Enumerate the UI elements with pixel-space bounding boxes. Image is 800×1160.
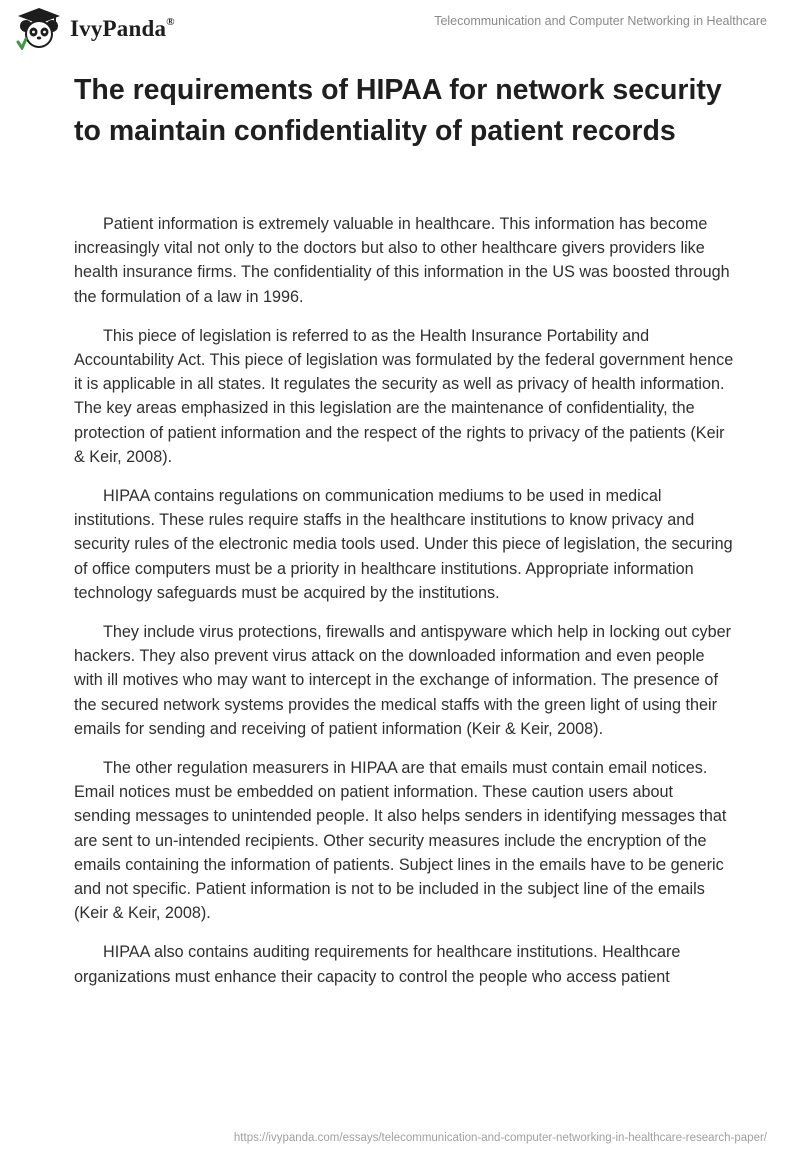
- panda-graduate-icon: [14, 6, 64, 50]
- running-title: Telecommunication and Computer Networking in Healthcare: [434, 14, 767, 28]
- registered-mark: ®: [166, 16, 175, 29]
- paragraph: This piece of legislation is referred to as the Health Insurance Portability and Accountability Act. This piece of legislation was formulated by the federal government hence it is applicable in all states. It regulates the security as well as privacy of health information. The key areas emphasized in this legislation are the maintenance of confidentiality, the protection of patient information and the respect of the rights to privacy of the patients (Keir & Keir, 2008).: [74, 326, 734, 466]
- article-body: [74, 212, 734, 1004]
- paragraph: The other regulation measurers in HIPAA are that emails must contain email notices. Email notices must be embedded on patient information. These caution users about sending messages to unintended people. It also helps senders in identifying messages that are sent to un-intended recipients. Other security measures include the encryption of the emails containing the information of patients. Subject lines in the emails have to be generic and not specific. Patient information is not to be included in the subject line of the emails (Keir & Keir, 2008).: [74, 759, 727, 923]
- page-header: [0, 0, 800, 60]
- article-title: The requirements of HIPAA for network security to maintain confidentiality of patient records: [74, 74, 722, 147]
- ivypanda-logo[interactable]: [14, 6, 175, 50]
- paragraph: They include virus protections, firewalls and antispyware which help in locking out cyber hackers. They also prevent virus attack on the downloaded information and even people with ill motives who may want to intercept in the exchange of information. The presence of the secured network systems provides the medical staffs with the green light of using their emails for sending and receiving of patient information (Keir & Keir, 2008).: [74, 623, 732, 738]
- paragraph: HIPAA also contains auditing requirements for healthcare institutions. Healthcare organizations must enhance their capacity to control the people who access patient: [74, 943, 681, 986]
- paragraph: Patient information is extremely valuable in healthcare. This information has become increasingly vital not only to the doctors but also to other healthcare givers providers like health insurance firms. The confidentiality of this information in the US was boosted through the formulation of a law in 1996.: [74, 215, 730, 306]
- paragraph: HIPAA contains regulations on communication mediums to be used in medical institutions. These rules require staffs in the healthcare institutions to know privacy and security rules of the electronic media tools used. Under this piece of legislation, the securing of office computers must be a priority in healthcare institutions. Appropriate information technology safeguards must be acquired by the institutions.: [74, 487, 733, 602]
- source-url[interactable]: https://ivypanda.com/essays/telecommunication-and-computer-networking-in-healthcare-research-paper/: [233, 1132, 767, 1144]
- brand-name: IvyPanda®: [70, 16, 175, 41]
